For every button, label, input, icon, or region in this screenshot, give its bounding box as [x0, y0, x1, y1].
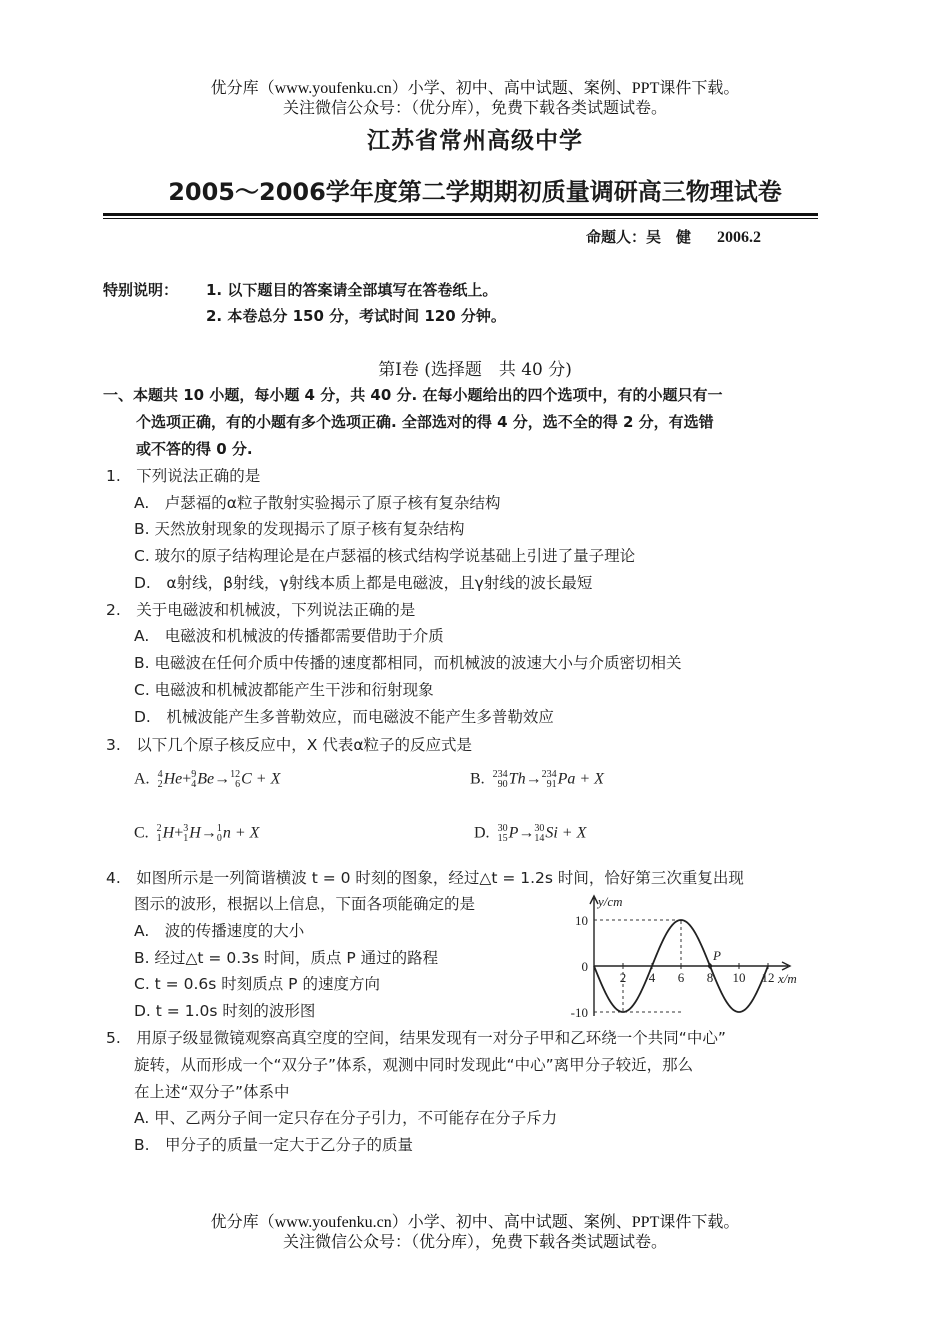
x-tick-label: 12 [761, 970, 775, 985]
nuclide-index: 2 1 [156, 823, 162, 844]
formula-tail: + X [561, 824, 587, 842]
point-p-marker [708, 964, 712, 968]
notes-label: 特别说明： [103, 281, 179, 299]
y-axis-label: y/cm [598, 894, 623, 909]
x-tick-label: 4 [648, 970, 656, 985]
q2-option-a: A. 电磁波和机械波的传播都需要借助于介质 [134, 627, 444, 645]
q4-stem-line-1: 4. 如图所示是一列简谐横波 t = 0 时刻的图象，经过△t = 1.2s 时间，恰好第三次重复出现 [106, 869, 744, 887]
q4-option-d: D. t = 1.0s 时刻的波形图 [134, 1002, 316, 1020]
q1-option-a: A. 卢瑟福的α粒子散射实验揭示了原子核有复杂结构 [134, 494, 501, 512]
nuclide-symbol: Be [197, 770, 215, 788]
nuclide-symbol: H [162, 824, 175, 842]
y-tick-label: 0 [581, 959, 588, 974]
wave-chart [552, 890, 797, 1022]
q3-c-label: C. [134, 824, 149, 842]
nuclide-index: 234 90 [492, 769, 508, 790]
arrow-icon: → [525, 770, 542, 788]
nuclide-symbol: P [508, 824, 519, 842]
q3-d-label: D. [474, 824, 490, 842]
instructions-line-3: 或不答的得 0 分. [136, 440, 253, 458]
q5-stem-line-2: 旋转，从而形成一个“双分子”体系，观测中同时发现此“中心”离甲分子较近，那么 [134, 1056, 694, 1074]
section-title: 第Ⅰ卷 (选择题 共 40 分) [378, 360, 572, 380]
q4-option-b: B. 经过△t = 0.3s 时间，质点 P 通过的路程 [134, 949, 439, 967]
q5-option-a: A. 甲、乙两分子间一定只存在分子引力，不可能存在分子斥力 [134, 1109, 558, 1127]
x-axis-label: x/m [778, 971, 797, 986]
notes-item-2: 2. 本卷总分 150 分，考试时间 120 分钟。 [206, 307, 506, 325]
q3-option-b [470, 770, 604, 790]
q3-a-label: A. [134, 770, 150, 788]
q4-stem-line-2: 图示的波形，根据以上信息，下面各项能确定的是 [134, 895, 476, 913]
formula-tail: + X [255, 770, 281, 788]
q5-stem-line-3: 在上述“双分子”体系中 [134, 1083, 290, 1101]
nuclide-index: 30 15 [497, 823, 508, 844]
q3-option-d [474, 824, 586, 844]
nuclide-symbol: Th [508, 770, 526, 788]
header-rule-thick [103, 213, 818, 216]
q4-option-a: A. 波的传播速度的大小 [134, 922, 305, 940]
footer-line-1: 优分库（www.youfenku.cn）小学、初中、高中试题、案例、PPT课件下载。 [210, 1214, 740, 1231]
header-rule-thin [103, 218, 818, 219]
formula-tail: + X [234, 824, 260, 842]
q2-option-d: D. 机械波能产生多普勒效应，而电磁波不能产生多普勒效应 [134, 708, 554, 726]
q1-option-b: B. 天然放射现象的发现揭示了原子核有复杂结构 [134, 520, 465, 538]
arrow-icon: → [214, 770, 231, 788]
wave-chart-svg [552, 890, 797, 1022]
q1-option-c: C. 玻尔的原子结构理论是在卢瑟福的核式结构学说基础上引进了量子理论 [134, 547, 636, 565]
y-tick-label: -10 [570, 1005, 588, 1020]
y-tick-label: 10 [575, 913, 588, 928]
nuclide-index: 30 14 [534, 823, 545, 844]
x-tick-label: 8 [706, 970, 714, 985]
q4-option-c: C. t = 0.6s 时刻质点 P 的速度方向 [134, 975, 380, 993]
nuclide-index: 9 4 [191, 769, 197, 790]
q1-stem: 1. 下列说法正确的是 [106, 467, 261, 485]
nuclide-index: 4 2 [157, 769, 163, 790]
author-line [586, 226, 761, 247]
q2-option-b: B. 电磁波在任何介质中传播的速度都相同，而机械波的波速大小与介质密切相关 [134, 654, 682, 672]
arrow-icon: → [200, 824, 217, 842]
formula-tail: + X [579, 770, 604, 788]
nuclide-index: 12 6 [230, 769, 241, 790]
arrow-icon: → [518, 824, 535, 842]
nuclide-index: 3 1 [183, 823, 189, 844]
q2-option-c: C. 电磁波和机械波都能产生干涉和衍射现象 [134, 681, 434, 699]
q3-option-c: C. 2 1 H+ 3 1 H→ 1 0 n + X [134, 823, 260, 844]
q3-b-label: B. [470, 770, 485, 788]
x-tick-label: 2 [619, 970, 627, 985]
banner-line-2: 关注微信公众号：（优分库），免费下载各类试题试卷。 [282, 100, 667, 117]
q5-option-b: B. 甲分子的质量一定大于乙分子的质量 [134, 1136, 414, 1154]
q3-stem: 3. 以下几个原子核反应中，X 代表α粒子的反应式是 [106, 736, 473, 754]
school-name: 江苏省常州高级中学 [367, 128, 583, 154]
footer-line-2: 关注微信公众号：（优分库），免费下载各类试题试卷。 [282, 1234, 667, 1251]
nuclide-symbol: H [189, 824, 201, 842]
nuclide-symbol: Pa [557, 770, 576, 788]
nuclide-symbol: C [241, 770, 252, 788]
q5-stem-line-1: 5. 用原子级显微镜观察高真空度的空间，结果发现有一对分子甲和乙环绕一个共同“中心” [106, 1029, 726, 1047]
banner-line-1: 优分库（www.youfenku.cn）小学、初中、高中试题、案例、PPT课件下载。 [210, 80, 740, 97]
exam-title: 2005～2006学年度第二学期期初质量调研高三物理试卷 [168, 178, 782, 206]
nuclide-index: 234 91 [541, 769, 557, 790]
nuclide-symbol: He [163, 770, 183, 788]
point-p-label: P [713, 948, 721, 963]
x-tick-label: 6 [677, 970, 685, 985]
nuclide-index: 1 0 [216, 823, 222, 844]
exam-date: 2006.2 [717, 229, 762, 246]
notes-item-1: 1. 以下题目的答案请全部填写在答卷纸上。 [206, 281, 498, 299]
x-tick-label: 10 [732, 970, 746, 985]
author-name: 命题人：吴 健 [586, 228, 692, 246]
nuclide-symbol: Si [545, 824, 558, 842]
instructions-line-2: 个选项正确，有的小题有多个选项正确. 全部选对的得 4 分，选不全的得 2 分，有选错 [136, 413, 714, 431]
instructions-line-1: 一、本题共 10 小题，每小题 4 分，共 40 分. 在每小题给出的四个选项中，有的小题只有一 [103, 386, 723, 404]
q1-option-d: D. α射线，β射线，γ射线本质上都是电磁波，且γ射线的波长最短 [134, 574, 593, 592]
nuclide-symbol: n [222, 824, 231, 842]
q3-option-a: A. 4 2 He+ 9 4 Be→ 12 6 C + X [134, 769, 281, 790]
q2-stem: 2. 关于电磁波和机械波，下列说法正确的是 [106, 601, 416, 619]
